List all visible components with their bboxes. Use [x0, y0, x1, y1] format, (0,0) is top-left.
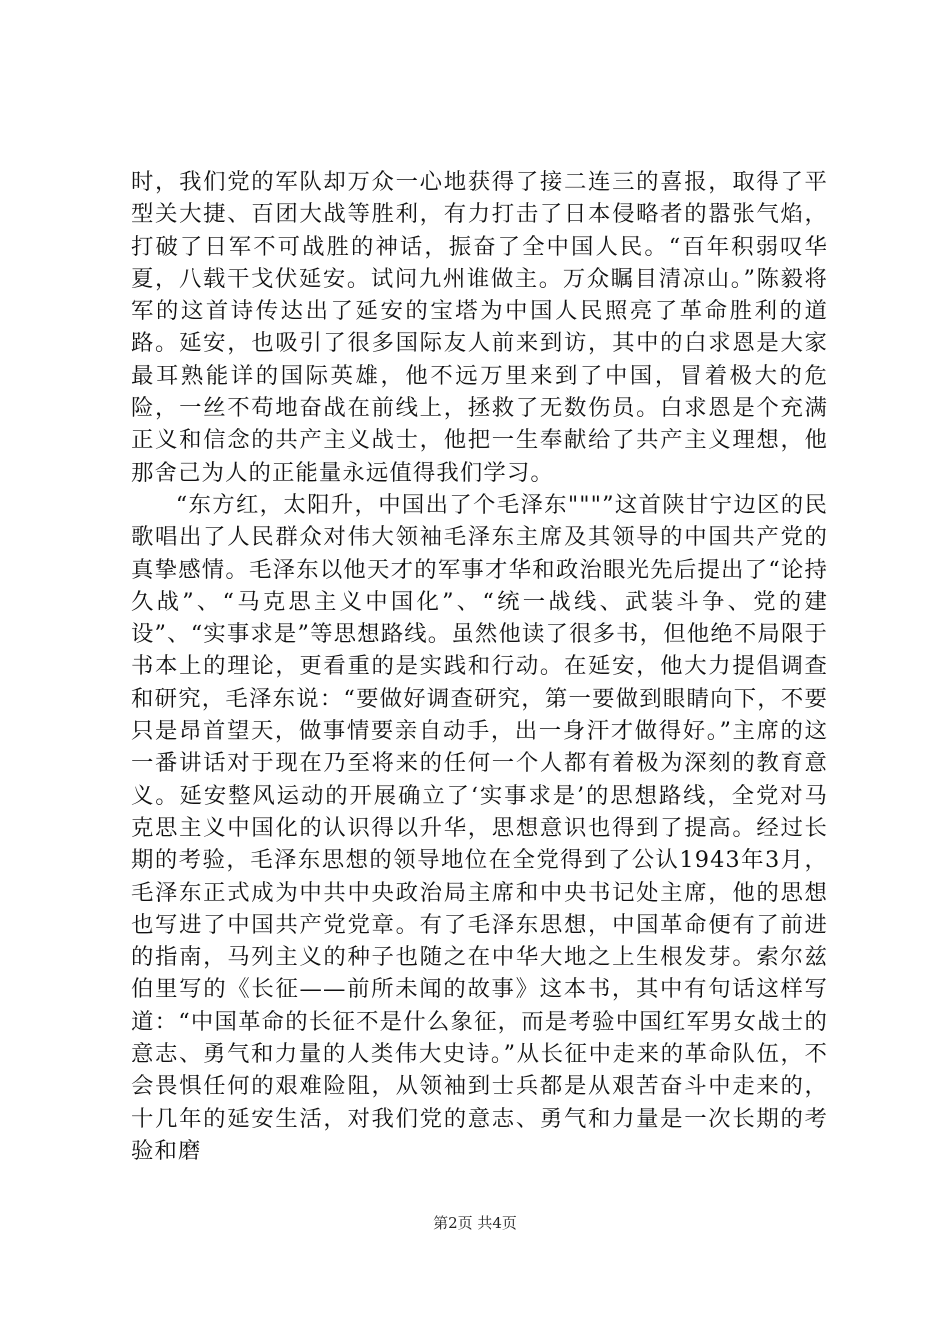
paragraph-2: “东方红，太阳升，中国出了个毛泽东"""”这首陕甘宁边区的民歌唱出了人民群众对伟大领袖毛泽东主席及其领导的中国共产党的真挚感情。毛泽东以他天才的军事才华和政治眼光先后提出了“论持久战”、“马克思主义中国化”、“统一战线、武装斗争、党的建设”、“实事求是”等思想路线。虽然他读了很多书，但他绝不局限于书本上的理论，更看重的是实践和行动。在延安，他大力提倡调查和研究，毛泽东说：“要做好调查研究，第一要做到眼睛向下，不要只是昂首望天，做事情要亲自动手，出一身汗才做得好。”主席的这一番讲话对于现在乃至将来的任何一个人都有着极为深刻的教育意义。延安整风运动的开展确立了‘实事求是’的思想路线，全党对马克思主义中国化的认识得以升华，思想意识也得到了提高。经过长期的考验，毛泽东思想的领导地位在全党得到了公认1943年3月，毛泽东正式成为中共中央政治局主席和中央书记处主席，他的思想也写进了中国共产党党章。有了毛泽东思想，中国革命便有了前进的指南，马列主义的种子也随之在中华大地之上生根发芽。索尔兹伯里写的《长征——前所未闻的故事》这本书，其中有句话这样写道：“中国革命的长征不是什么象征，而是考验中国红军男女战士的意志、勇气和力量的人类伟大史诗。”从长征中走来的革命队伍，不会畏惧任何的艰难险阻，从领袖到士兵都是从艰苦奋斗中走来的，十几年的延安生活，对我们党的意志、勇气和力量是一次长期的考验和磨 — [131, 491, 828, 1164]
body-text — [131, 166, 828, 1167]
paragraph-1: 时，我们党的军队却万众一心地获得了接二连三的喜报，取得了平型关大捷、百团大战等胜利，有力打击了日本侵略者的嚣张气焰，打破了日军不可战胜的神话，振奋了全中国人民。“百年积弱叹华夏，八载干戈伏延安。试问九州谁做主。万众瞩目清凉山。”陈毅将军的这首诗传达出了延安的宝塔为中国人民照亮了革命胜利的道路。延安，也吸引了很多国际友人前来到访，其中的白求恩是大家最耳熟能详的国际英雄，他不远万里来到了中国，冒着极大的危险，一丝不苟地奋战在前线上，拯救了无数伤员。白求恩是个充满正义和信念的共产主义战士，他把一生奉献给了共产主义理想，他那舍己为人的正能量永远值得我们学习。 — [131, 169, 828, 486]
page-number-footer: 第2页 共4页 — [433, 1214, 517, 1232]
